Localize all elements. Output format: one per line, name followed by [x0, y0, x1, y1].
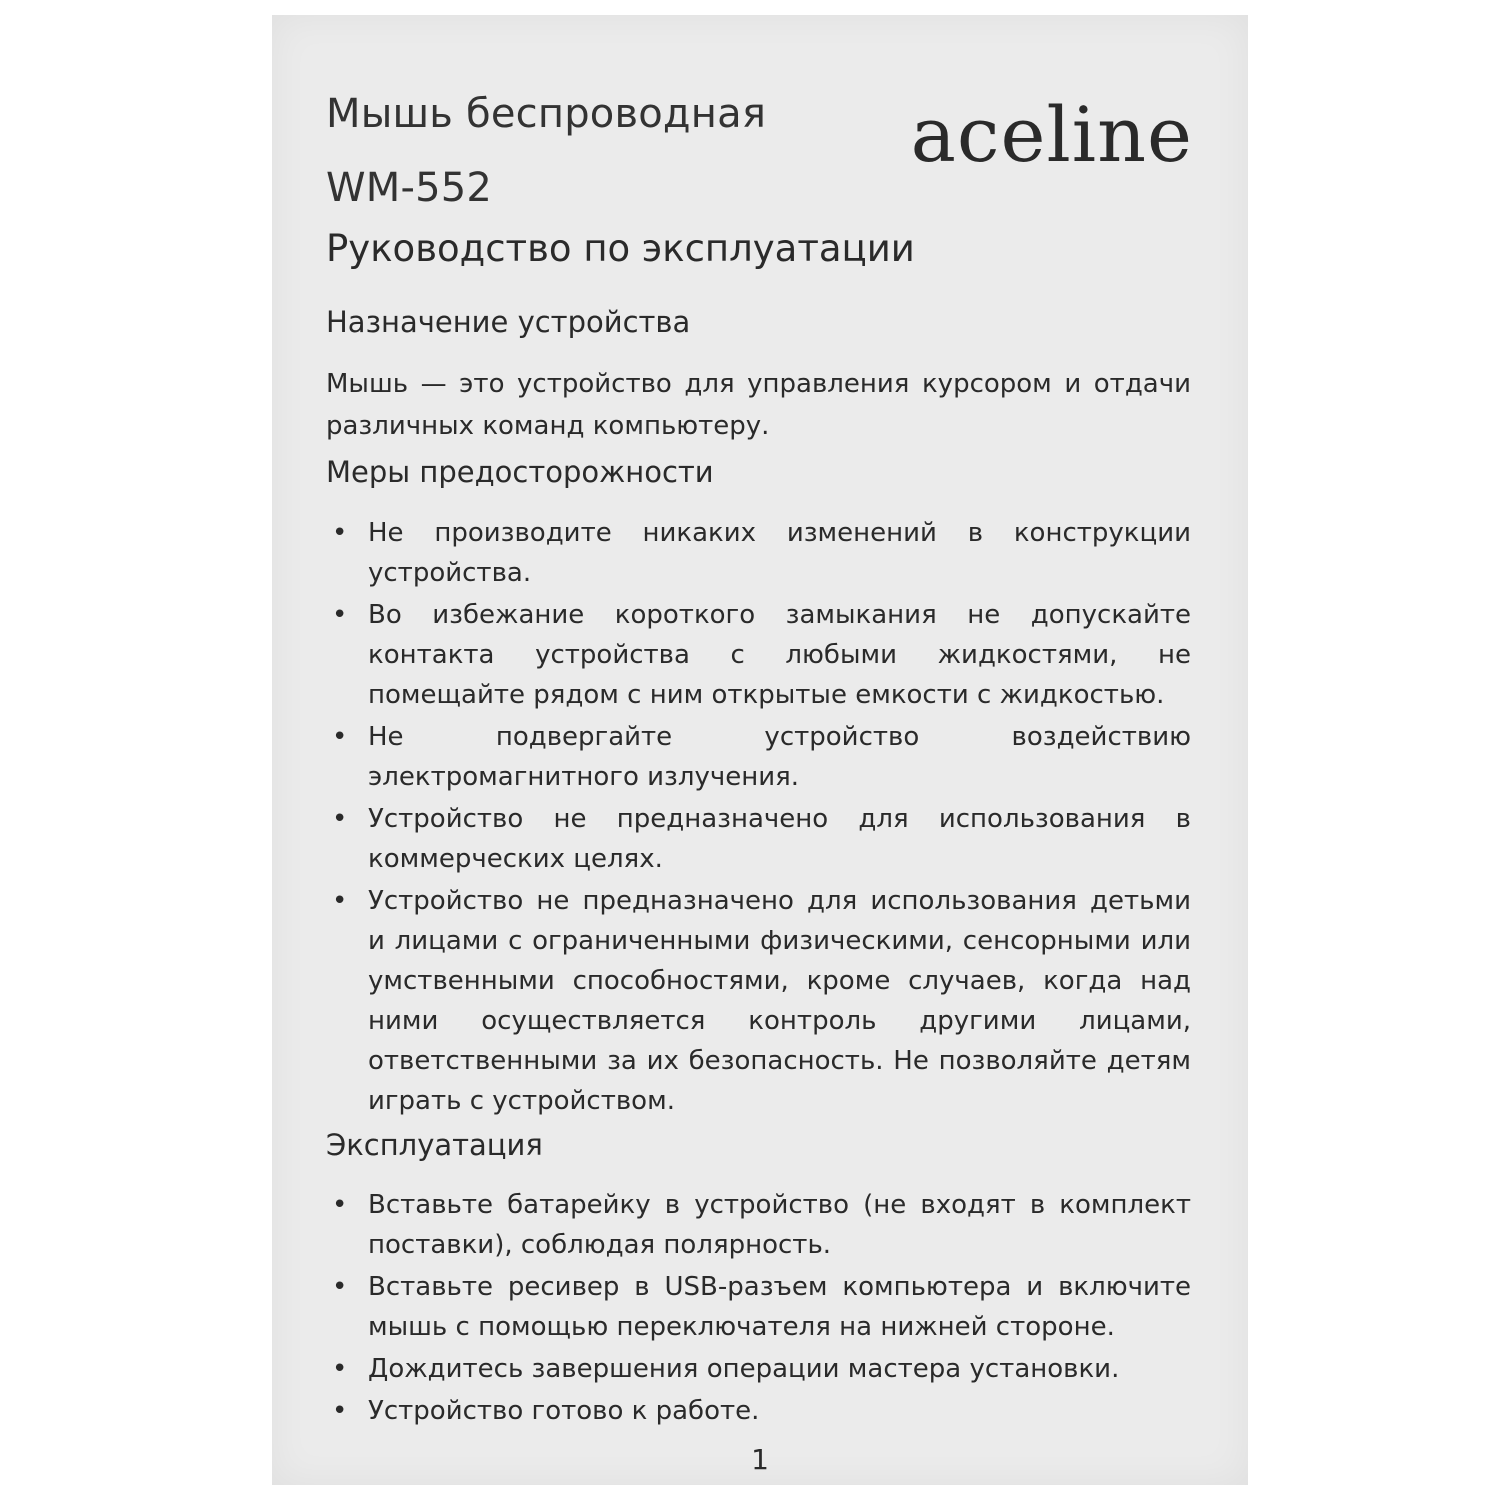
- brand-logo: aceline: [910, 90, 1193, 179]
- product-title: [326, 77, 766, 225]
- list-item: • Устройство готово к работе.: [326, 1391, 1191, 1431]
- list-item: • Устройство не предназначено для использования в коммерческих целях.: [326, 799, 1191, 879]
- operation-list: [326, 1185, 1191, 1433]
- list-item: • Вставьте ресивер в USB-разъем компьютера и включите мышь с помощью переключателя на нижней стороне.: [326, 1267, 1191, 1347]
- precautions-list: [326, 513, 1191, 1123]
- operation-heading: Эксплуатация: [326, 1128, 543, 1162]
- purpose-heading: Назначение устройства: [326, 305, 691, 339]
- list-item: • Устройство не предназначено для использования детьми и лицами с ограниченными физическими, сенсорными или умственными способностями, кроме случаев, когда над ними осуществляется контроль другими лицами, ответственными за их безопасность. Не позволяйте детям играть с устройством.: [326, 881, 1191, 1121]
- manual-title: Руководство по эксплуатации: [326, 227, 915, 270]
- list-item: • Вставьте батарейку в устройство (не входят в комплект поставки), соблюдая полярность.: [326, 1185, 1191, 1265]
- page-number: 1: [751, 1443, 769, 1476]
- list-item: • Дождитесь завершения операции мастера установки.: [326, 1349, 1191, 1389]
- list-item: • Не производите никаких изменений в конструкции устройства.: [326, 513, 1191, 593]
- precautions-heading: Меры предосторожности: [326, 455, 714, 489]
- list-item: • Не подвергайте устройство воздействию электромагнитного излучения.: [326, 717, 1191, 797]
- manual-page: [272, 15, 1248, 1485]
- list-item: • Во избежание короткого замыкания не допускайте контакта устройства с любыми жидкостями, не помещайте рядом с ним открытые емкости с жидкостью.: [326, 595, 1191, 715]
- product-name: Мышь беспроводная: [326, 91, 767, 137]
- purpose-text: Мышь — это устройство для управления курсором и отдачи различных команд компьютеру.: [326, 369, 1191, 441]
- product-model: WM-552: [326, 165, 493, 211]
